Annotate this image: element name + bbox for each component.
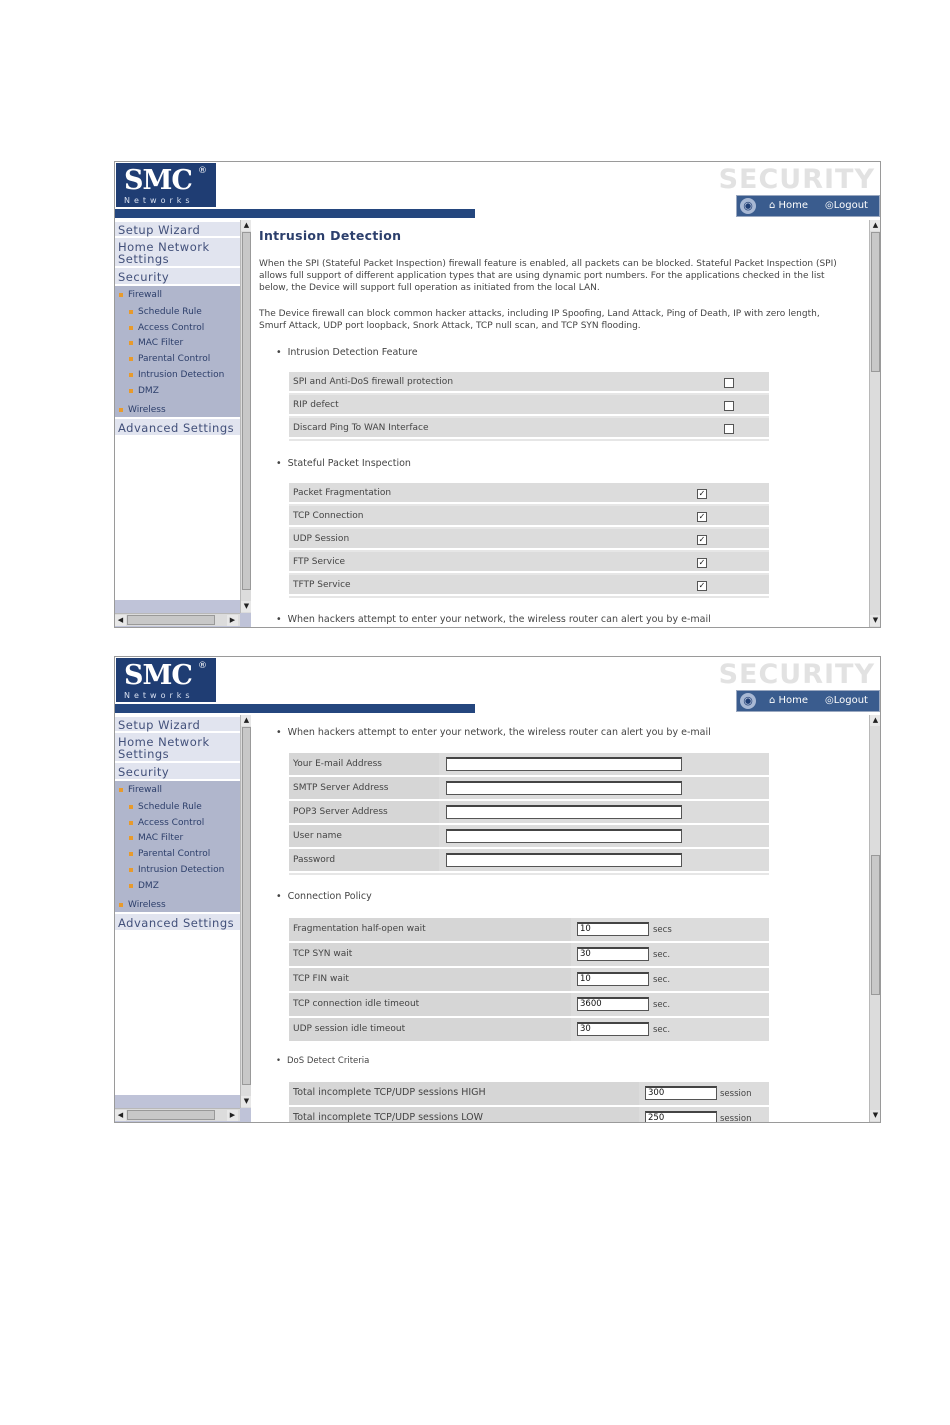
scroll-thumb[interactable] (127, 1110, 215, 1120)
header-bar (115, 704, 475, 713)
scroll-down-icon[interactable]: ▼ (870, 1110, 881, 1121)
menu-dmz[interactable]: DMZ (129, 386, 159, 396)
pop3-server-input[interactable] (446, 805, 682, 819)
menu-advanced-settings[interactable] (115, 419, 240, 437)
udp-idle-timeout-input[interactable]: 30 (577, 1022, 649, 1036)
scroll-down-icon[interactable]: ▼ (241, 601, 252, 612)
packet-fragmentation-checkbox[interactable]: ✓ (698, 489, 706, 498)
globe-icon: ◉ (740, 198, 756, 214)
menu-label: Security (118, 765, 170, 779)
firewall-submenu (115, 781, 240, 912)
home-link[interactable]: ⌂ Home (769, 200, 809, 211)
main-vscrollbar[interactable] (869, 715, 881, 1122)
scroll-thumb[interactable] (871, 232, 880, 372)
logo-text: SMC (124, 660, 192, 691)
top-nav (736, 195, 880, 217)
sidebar (115, 715, 251, 1122)
spi-anti-dos-checkbox[interactable] (724, 378, 734, 388)
smc-logo (116, 163, 216, 207)
rip-defect-checkbox[interactable] (724, 401, 734, 411)
scroll-left-icon[interactable]: ◀ (115, 1110, 126, 1121)
menu-security[interactable] (115, 268, 240, 286)
row-label: Password (293, 855, 336, 865)
menu-label: Setup Wizard (118, 223, 201, 237)
table-row (289, 943, 769, 968)
header (115, 162, 880, 220)
menu-mac-filter[interactable]: MAC Filter (129, 833, 183, 843)
menu-parental-control[interactable]: Parental Control (129, 354, 210, 364)
row-label: SMTP Server Address (293, 783, 389, 793)
top-nav (736, 690, 880, 712)
menu-intrusion-detection[interactable]: Intrusion Detection (129, 865, 224, 875)
table-row (289, 918, 769, 943)
header (115, 657, 880, 715)
home-link[interactable]: ⌂ Home (769, 695, 809, 706)
scroll-down-icon[interactable]: ▼ (241, 1096, 252, 1107)
connection-policy-table (289, 918, 769, 1042)
intrusion-feature-table (289, 372, 769, 441)
section-intrusion-detection-feature: • Intrusion Detection Feature (276, 347, 418, 358)
menu-label: Advanced Settings (118, 421, 235, 435)
table-row (289, 753, 769, 777)
unit-label: sec. (653, 1025, 671, 1035)
row-label: FTP Service (293, 557, 346, 567)
menu-dmz[interactable]: DMZ (129, 881, 159, 891)
scroll-right-icon[interactable]: ▶ (227, 1110, 238, 1121)
spi-table (289, 483, 769, 598)
sidebar-hscrollbar[interactable] (115, 1108, 240, 1121)
unit-label: session (720, 1089, 752, 1099)
section-dos-detect-criteria: • DoS Detect Criteria (276, 1056, 369, 1066)
sidebar (115, 220, 251, 627)
menu-label: Security (118, 270, 170, 284)
tcp-connection-checkbox[interactable]: ✓ (698, 512, 706, 521)
table-row (289, 552, 769, 573)
header-bar (115, 209, 475, 218)
hackers-alert-note: • When hackers attempt to enter your network, the wireless router can alert you by e-mail (276, 727, 711, 738)
row-label: Total incomplete TCP/UDP sessions HIGH (293, 1087, 486, 1098)
scroll-down-icon[interactable]: ▼ (870, 615, 881, 626)
row-label: SPI and Anti-DoS firewall protection (293, 377, 454, 387)
logout-link[interactable]: ◎Logout (825, 695, 868, 706)
main-content (251, 715, 869, 1122)
unit-label: sec. (653, 1000, 671, 1010)
menu-firewall[interactable]: Firewall (119, 785, 162, 795)
row-label: UDP session idle timeout (293, 1024, 406, 1034)
firewall-submenu (115, 286, 240, 417)
screenshot-intrusion-detection (114, 161, 881, 628)
scroll-thumb[interactable] (242, 232, 251, 590)
menu-setup-wizard[interactable] (115, 717, 240, 733)
menu-intrusion-detection[interactable]: Intrusion Detection (129, 370, 224, 380)
main-content (251, 220, 869, 627)
section-connection-policy: • Connection Policy (276, 891, 372, 902)
scroll-up-icon[interactable]: ▲ (870, 220, 881, 231)
table-row (289, 777, 769, 801)
scroll-thumb[interactable] (871, 855, 880, 995)
logo-reg: ® (198, 661, 207, 671)
menu-setup-wizard[interactable] (115, 222, 240, 238)
row-label: Packet Fragmentation (293, 488, 392, 498)
unit-label: session (720, 1114, 752, 1123)
tcp-syn-wait-input[interactable]: 30 (577, 947, 649, 961)
row-label: POP3 Server Address (293, 807, 388, 817)
password-input[interactable] (446, 853, 682, 867)
menu-advanced-settings[interactable] (115, 914, 240, 932)
menu-label: Setup Wizard (118, 718, 201, 732)
table-row (289, 993, 769, 1018)
scroll-right-icon[interactable]: ▶ (227, 615, 238, 626)
table-row (289, 1018, 769, 1043)
tcp-fin-wait-input[interactable]: 10 (577, 972, 649, 986)
table-row (289, 825, 769, 849)
email-address-input[interactable] (446, 757, 682, 771)
incomplete-sessions-high-input[interactable]: 300 (645, 1086, 717, 1100)
banner-word: SECURITY (718, 164, 875, 195)
row-label: TCP SYN wait (293, 949, 353, 959)
globe-icon: ◉ (740, 693, 756, 709)
incomplete-sessions-low-input[interactable]: 250 (645, 1111, 717, 1123)
logo-subtext: Networks (124, 691, 194, 700)
logout-label: Logout (833, 200, 868, 211)
logo-subtext: Networks (124, 196, 194, 205)
row-label: Fragmentation half-open wait (293, 924, 426, 934)
sidebar-menu (115, 220, 240, 600)
menu-access-control[interactable]: Access Control (129, 818, 204, 828)
menu-label: Advanced Settings (118, 916, 235, 930)
smtp-server-input[interactable] (446, 781, 682, 795)
table-row (289, 1082, 769, 1107)
menu-label: Settings (118, 252, 170, 266)
ftp-service-checkbox[interactable]: ✓ (698, 558, 706, 567)
row-label: TFTP Service (293, 580, 351, 590)
row-label: UDP Session (293, 534, 350, 544)
row-label: Total incomplete TCP/UDP sessions LOW (293, 1112, 484, 1123)
scroll-up-icon[interactable]: ▲ (241, 220, 252, 231)
menu-wireless[interactable]: Wireless (119, 900, 166, 910)
row-label: TCP FIN wait (293, 974, 349, 984)
attack-description: The Device firewall can block common hacker attacks, including IP Spoofing, Land Attack, Ping of Death, IP with zero length, Smurf Attack, UDP port loopback, Snork Attack, TCP null scan, and TCP SYN flooding. (259, 309, 820, 331)
row-label: Your E-mail Address (293, 759, 382, 769)
table-row (289, 849, 769, 873)
home-label: Home (778, 200, 809, 211)
table-row (289, 395, 769, 416)
unit-label: sec. (653, 975, 671, 985)
section-stateful-packet-inspection: • Stateful Packet Inspection (276, 458, 411, 469)
menu-parental-control[interactable]: Parental Control (129, 849, 210, 859)
row-label: TCP Connection (293, 511, 364, 521)
scroll-up-icon[interactable]: ▲ (870, 715, 881, 726)
home-label: Home (778, 695, 809, 706)
logout-label: Logout (833, 695, 868, 706)
row-label: TCP connection idle timeout (293, 999, 420, 1009)
table-row (289, 506, 769, 527)
table-row (289, 372, 769, 393)
smc-logo (116, 658, 216, 702)
menu-access-control[interactable]: Access Control (129, 323, 204, 333)
menu-schedule-rule[interactable]: Schedule Rule (129, 802, 202, 812)
menu-label: Settings (118, 747, 170, 761)
menu-label: Home Network (118, 735, 210, 749)
unit-label: sec. (653, 950, 671, 960)
table-row (289, 801, 769, 825)
table-row (289, 575, 769, 596)
row-label: RIP defect (293, 400, 339, 410)
discard-ping-checkbox[interactable] (724, 424, 734, 434)
menu-wireless[interactable]: Wireless (119, 405, 166, 415)
menu-schedule-rule[interactable]: Schedule Rule (129, 307, 202, 317)
hackers-alert-note: • When hackers attempt to enter your network, the wireless router can alert you by e-mail (276, 614, 711, 625)
table-row (289, 1107, 769, 1123)
scroll-up-icon[interactable]: ▲ (241, 715, 252, 726)
tftp-service-checkbox[interactable]: ✓ (698, 581, 706, 590)
screenshot-email-alerts-policy (114, 656, 881, 1123)
udp-session-checkbox[interactable]: ✓ (698, 535, 706, 544)
fragmentation-wait-input[interactable]: 10 (577, 922, 649, 936)
unit-label: secs (653, 925, 672, 935)
logout-link[interactable]: ◎Logout (825, 200, 868, 211)
menu-firewall[interactable]: Firewall (119, 290, 162, 300)
username-input[interactable] (446, 829, 682, 843)
scroll-thumb[interactable] (127, 615, 215, 625)
row-label: Discard Ping To WAN Interface (293, 423, 429, 433)
menu-security[interactable] (115, 763, 240, 781)
dos-criteria-table (289, 1082, 769, 1122)
table-row (289, 483, 769, 504)
scroll-thumb[interactable] (242, 727, 251, 1085)
main-vscrollbar[interactable] (869, 220, 881, 627)
tcp-idle-timeout-input[interactable]: 3600 (577, 997, 649, 1011)
scroll-left-icon[interactable]: ◀ (115, 615, 126, 626)
page-title: Intrusion Detection (259, 228, 402, 243)
sidebar-hscrollbar[interactable] (115, 613, 240, 626)
menu-home-network-settings[interactable] (115, 733, 240, 763)
spi-description: When the SPI (Stateful Packet Inspection) firewall feature is enabled, all packets can be blocked. Stateful Packet Inspection (SPI) allows full support of different application types that are using dynamic port numbers. For the applications checked in the list below, the Device will support full operation as initiated from the local LAN. (259, 259, 837, 293)
table-row (289, 968, 769, 993)
menu-mac-filter[interactable]: MAC Filter (129, 338, 183, 348)
email-alert-table (289, 753, 769, 875)
row-label: User name (293, 831, 342, 841)
logo-reg: ® (198, 166, 207, 176)
sidebar-menu (115, 715, 240, 1095)
logo-text: SMC (124, 165, 192, 196)
menu-label: Home Network (118, 240, 210, 254)
table-row (289, 418, 769, 439)
banner-word: SECURITY (718, 659, 875, 690)
table-row (289, 529, 769, 550)
menu-home-network-settings[interactable] (115, 238, 240, 268)
